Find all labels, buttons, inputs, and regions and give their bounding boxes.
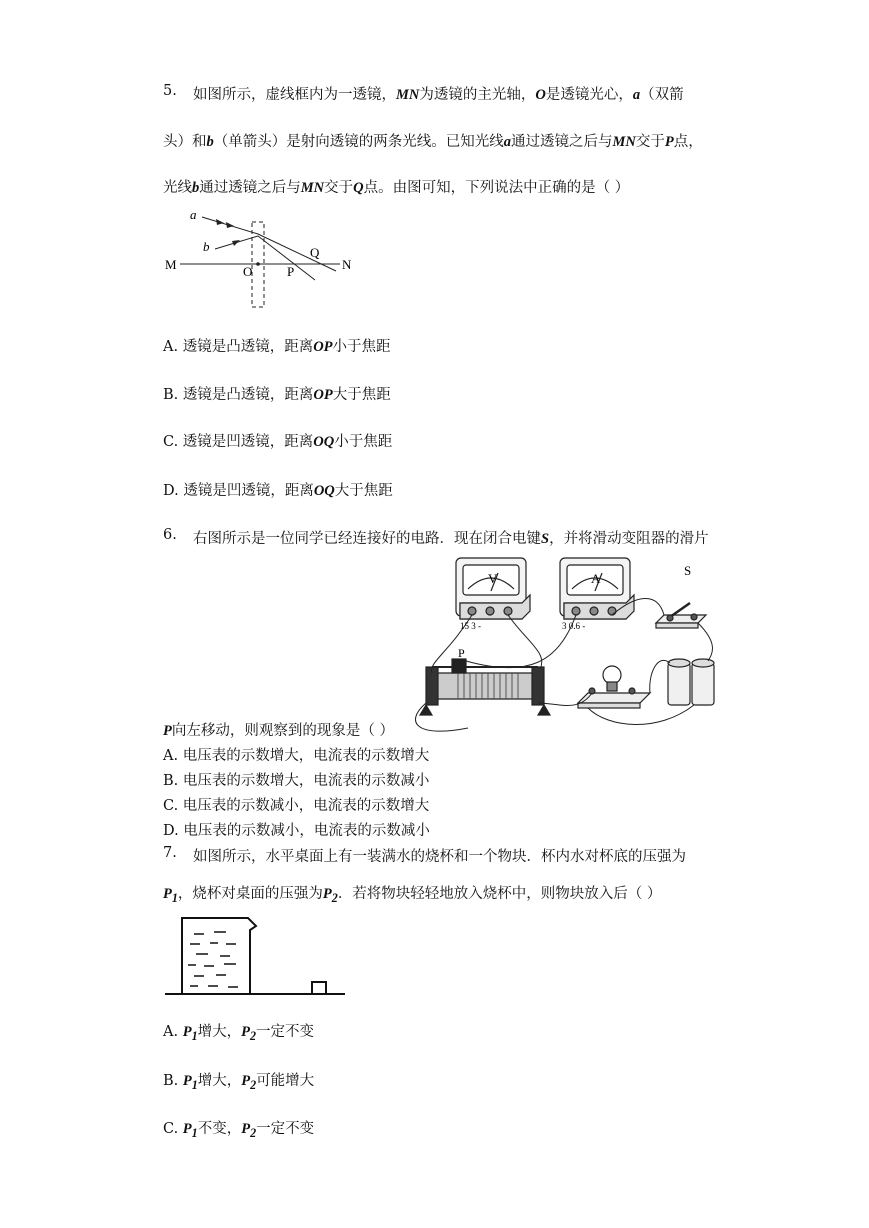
bulb-holder xyxy=(578,666,650,708)
q7-option-b[interactable]: B. $P_1$增大，$P_2$可能增大 xyxy=(163,1073,315,1092)
q5-number: 5. xyxy=(163,83,177,99)
q7-option-a[interactable]: A. $P_1$增大，$P_2$一定不变 xyxy=(163,1024,315,1043)
q5-stem-line3: 光线b通过透镜之后与MN交于Q点。由图可知，下列说法中正确的是（ ） xyxy=(163,180,630,196)
q7-stem-line1: 如图所示，水平桌面上有一装满水的烧杯和一个物块．杯内水对杯底的压强为 xyxy=(193,849,686,865)
switch-label: S xyxy=(684,563,692,578)
water-marks xyxy=(188,932,238,987)
q6-stem-line2: P向左移动，则观察到的现象是（ ） xyxy=(163,723,394,739)
fig-label-O: O xyxy=(243,264,253,279)
q6-option-a[interactable]: A. 电压表的示数增大，电流表的示数增大 xyxy=(163,748,430,764)
q5-option-a[interactable]: A. 透镜是凸透镜，距离OP小于焦距 xyxy=(163,339,391,355)
batteries xyxy=(668,659,714,705)
fig-label-a: a xyxy=(190,207,197,222)
rheostat xyxy=(420,659,550,715)
q6-option-b[interactable]: B. 电压表的示数增大，电流表的示数减小 xyxy=(163,773,430,789)
q7-stem-line2: $P_1$，烧杯对桌面的压强为$P_2$．若将物块轻轻地放入烧杯中，则物块放入后（ ） xyxy=(163,886,662,905)
beaker-diagram xyxy=(160,910,350,1000)
optical-center xyxy=(256,262,260,266)
q7-number: 7. xyxy=(163,845,177,861)
q7-option-c[interactable]: C. $P_1$不变，$P_2$一定不变 xyxy=(163,1121,315,1140)
voltmeter xyxy=(456,558,530,619)
block xyxy=(312,982,326,994)
beaker xyxy=(182,918,256,994)
fig-label-b: b xyxy=(203,239,210,254)
voltmeter-terminals: 15 3 - xyxy=(460,621,481,631)
q6-number: 6. xyxy=(163,527,177,543)
fig-label-Q: Q xyxy=(310,245,320,260)
q5-stem-line1: 如图所示，虚线框内为一透镜，MN为透镜的主光轴，O是透镜光心，a（双箭 xyxy=(193,87,684,103)
arrow-b xyxy=(232,240,240,246)
fig-label-M: M xyxy=(165,257,177,272)
fig-label-N: N xyxy=(342,257,352,272)
q5-option-d[interactable]: D. 透镜是凹透镜，距离OQ大于焦距 xyxy=(163,483,393,499)
q6-option-c[interactable]: C. 电压表的示数减小，电流表的示数增大 xyxy=(163,798,430,814)
q5-stem-line2: 头）和b（单箭头）是射向透镜的两条光线。已知光线a通过透镜之后与MN交于P点， xyxy=(163,134,703,150)
arrow-a1 xyxy=(216,219,224,225)
q6-stem-line1: 右图所示是一位同学已经连接好的电路．现在闭合电键S，并将滑动变阻器的滑片 xyxy=(193,531,709,547)
fig-label-P: P xyxy=(287,264,295,279)
q6-option-d[interactable]: D. 电压表的示数减小，电流表的示数减小 xyxy=(163,823,430,839)
ray-b xyxy=(215,236,315,280)
slider-label: P xyxy=(458,646,465,660)
switch xyxy=(656,603,706,628)
ammeter xyxy=(560,558,634,619)
voltmeter-label: V xyxy=(488,571,498,586)
lens-diagram xyxy=(160,202,370,312)
ammeter-terminals: 3 0.6 - xyxy=(562,621,586,631)
circuit-diagram xyxy=(408,553,730,738)
q5-option-b[interactable]: B. 透镜是凸透镜，距离OP大于焦距 xyxy=(163,387,391,403)
q5-option-c[interactable]: C. 透镜是凹透镜，距离OQ小于焦距 xyxy=(163,434,393,450)
ammeter-label: A xyxy=(591,571,601,586)
arrow-a2 xyxy=(226,222,234,228)
